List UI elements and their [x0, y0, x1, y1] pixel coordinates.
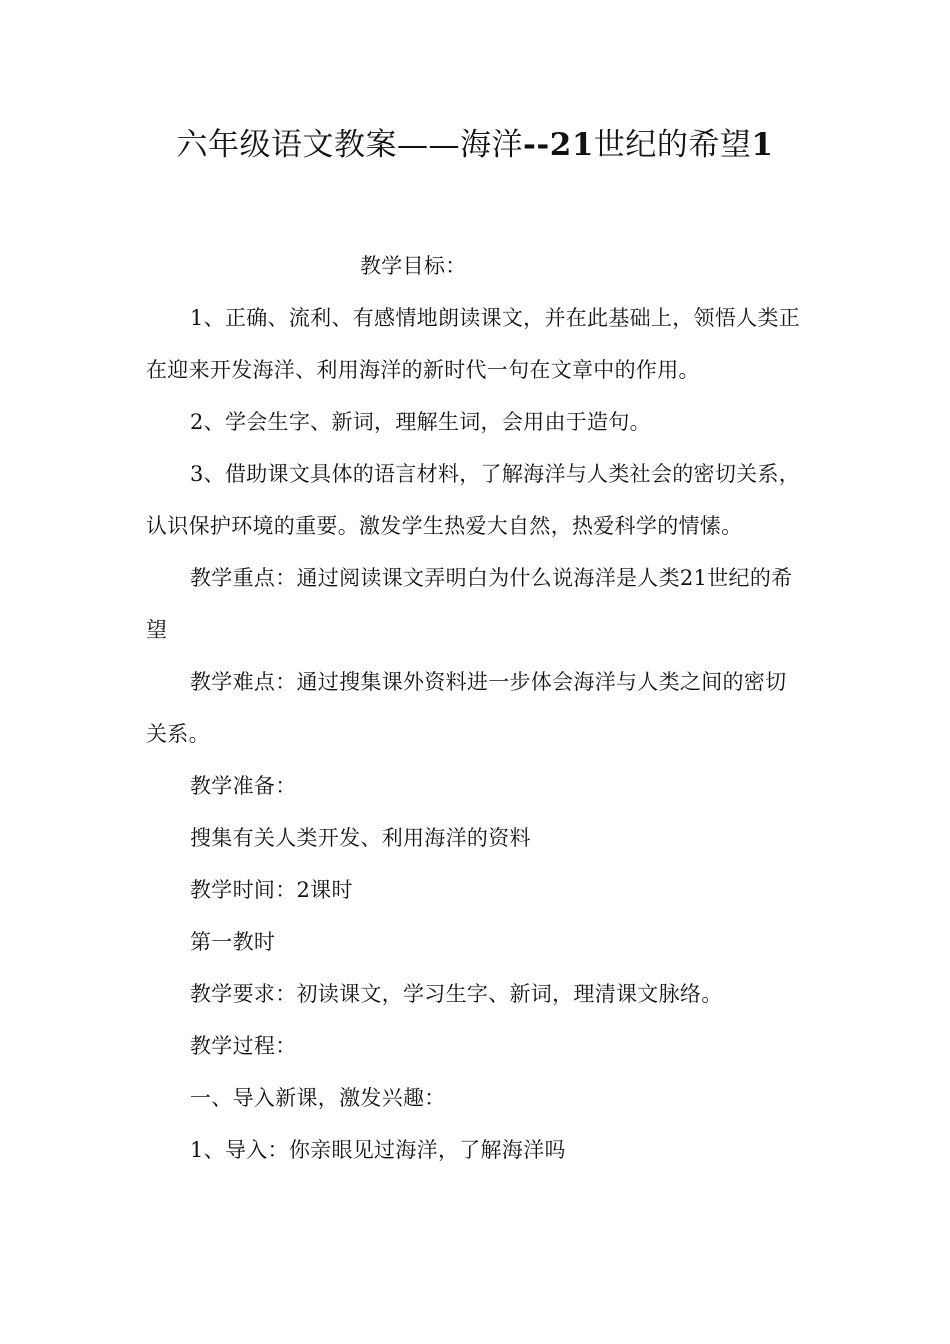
paragraph-objective-3: 3、借助课文具体的语言材料，了解海洋与人类社会的密切关系，认识保护环境的重要。激发学生热爱大自然，热爱科学的情愫。 — [146, 462, 801, 538]
paragraph-objective-2: 2、学会生字、新词，理解生词，会用由于造句。 — [190, 410, 651, 434]
title-part-2: --21 — [523, 127, 594, 163]
section-heading-objectives: 教学目标： — [360, 254, 467, 278]
paragraph-preparation: 搜集有关人类开发、利用海洋的资料 — [190, 826, 531, 850]
paragraph-preparation-heading: 教学准备： — [190, 774, 297, 798]
paragraph-key-point: 教学重点：通过阅读课文弄明白为什么说海洋是人类21世纪的希望 — [146, 566, 793, 642]
paragraph-process-heading: 教学过程： — [190, 1034, 297, 1058]
title-part-4: 1 — [751, 127, 774, 163]
paragraph-step-1: 一、导入新课，激发兴趣： — [190, 1086, 446, 1110]
title-part-3: 世纪的希望 — [593, 127, 752, 163]
paragraph-objective-1: 1、正确、流利、有感情地朗读课文，并在此基础上，领悟人类正在迎来开发海洋、利用海洋的新时代一句在文章中的作用。 — [146, 306, 801, 382]
title-part-1: 六年级语文教案——海洋 — [176, 127, 524, 163]
paragraph-difficulty: 教学难点：通过搜集课外资料进一步体会海洋与人类之间的密切关系。 — [146, 670, 787, 746]
paragraph-first-lesson: 第一教时 — [190, 930, 276, 954]
paragraph-step-1-1: 1、导入：你亲眼见过海洋，了解海洋吗 — [190, 1138, 566, 1162]
paragraph-time: 教学时间：2课时 — [190, 878, 353, 902]
document-title — [0, 122, 950, 168]
document-body — [146, 240, 806, 1176]
paragraph-requirements: 教学要求：初读课文，学习生字、新词，理清课文脉络。 — [190, 982, 723, 1006]
